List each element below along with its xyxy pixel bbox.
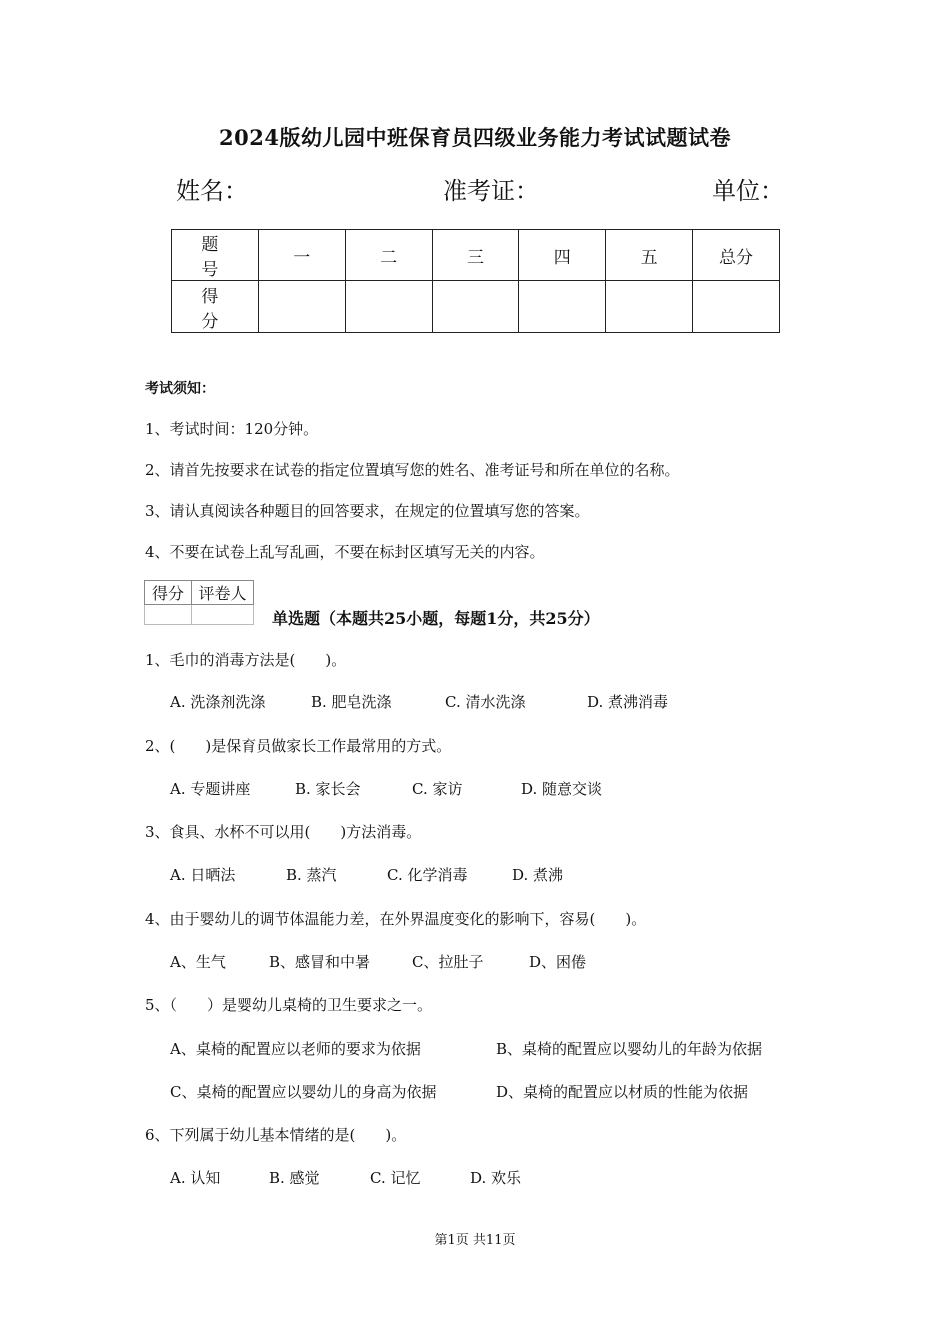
option[interactable]: D、困倦 xyxy=(529,953,587,971)
grader-box-header xyxy=(145,581,254,605)
grader-name-cell[interactable] xyxy=(192,605,254,625)
unit-field-label: 单位： xyxy=(712,177,784,205)
question-stem: 5、（ ）是婴幼儿桌椅的卫生要求之一。 xyxy=(145,996,433,1014)
score-label: 得 分 xyxy=(172,281,259,333)
exam-id-field-label: 准考证： xyxy=(443,177,539,205)
option[interactable]: A、生气 xyxy=(170,953,226,971)
question-stem: 1、毛巾的消毒方法是( )。 xyxy=(145,651,347,669)
notice-item: 4、不要在试卷上乱写乱画，不要在标封区填写无关的内容。 xyxy=(145,543,545,561)
option[interactable]: B. 感觉 xyxy=(269,1169,320,1187)
score-table xyxy=(171,229,780,333)
option[interactable]: D. 欢乐 xyxy=(470,1169,522,1187)
score-cell[interactable] xyxy=(606,281,693,333)
option[interactable]: A. 洗涤剂洗涤 xyxy=(170,693,266,711)
question-number-label: 题 号 xyxy=(172,230,259,281)
grader-score-label: 得分 xyxy=(145,581,192,605)
score-cell[interactable] xyxy=(345,281,432,333)
option[interactable]: D. 煮沸消毒 xyxy=(587,693,669,711)
option[interactable]: B. 蒸汽 xyxy=(286,866,337,884)
option[interactable]: C. 记忆 xyxy=(370,1169,421,1187)
notice-item: 2、请首先按要求在试卷的指定位置填写您的姓名、准考证号和所在单位的名称。 xyxy=(145,461,680,479)
score-table-score-row xyxy=(172,281,780,333)
option[interactable]: B、感冒和中暑 xyxy=(269,953,371,971)
option[interactable]: A. 认知 xyxy=(170,1169,221,1187)
column-header: 一 xyxy=(258,230,345,281)
column-header: 总分 xyxy=(693,230,780,281)
notice-item: 1、考试时间：120分钟。 xyxy=(145,420,319,438)
option[interactable]: C. 家访 xyxy=(412,780,463,798)
notice-item: 3、请认真阅读各种题目的回答要求，在规定的位置填写您的答案。 xyxy=(145,502,590,520)
column-header: 四 xyxy=(519,230,606,281)
grader-name-label: 评卷人 xyxy=(192,581,254,605)
option[interactable]: A、桌椅的配置应以老师的要求为依据 xyxy=(170,1040,421,1058)
option[interactable]: C、桌椅的配置应以婴幼儿的身高为依据 xyxy=(170,1083,437,1101)
score-table-header-row xyxy=(172,230,780,281)
grader-box xyxy=(144,580,254,625)
section-title: 单选题（本题共25小题，每题1分，共25分） xyxy=(272,609,600,628)
question-stem: 6、下列属于幼儿基本情绪的是( )。 xyxy=(145,1126,407,1144)
page-title: 2024版幼儿园中班保育员四级业务能力考试试题试卷 xyxy=(219,125,731,150)
option[interactable]: D. 煮沸 xyxy=(512,866,564,884)
option[interactable]: D. 随意交谈 xyxy=(521,780,603,798)
question-stem: 4、由于婴幼儿的调节体温能力差，在外界温度变化的影响下，容易( )。 xyxy=(145,910,647,928)
grader-score-cell[interactable] xyxy=(145,605,192,625)
column-header: 五 xyxy=(606,230,693,281)
grader-box-blank-row xyxy=(145,605,254,625)
column-header: 二 xyxy=(345,230,432,281)
option[interactable]: A. 日晒法 xyxy=(170,866,236,884)
option[interactable]: D、桌椅的配置应以材质的性能为依据 xyxy=(496,1083,749,1101)
option[interactable]: C、拉肚子 xyxy=(412,953,484,971)
option[interactable]: B、桌椅的配置应以婴幼儿的年龄为依据 xyxy=(496,1040,763,1058)
question-stem: 2、( )是保育员做家长工作最常用的方式。 xyxy=(145,737,452,755)
name-field-label: 姓名： xyxy=(176,177,248,205)
page-footer: 第1页 共11页 xyxy=(434,1233,516,1248)
option[interactable]: C. 化学消毒 xyxy=(387,866,468,884)
score-cell[interactable] xyxy=(258,281,345,333)
option[interactable]: C. 清水洗涤 xyxy=(445,693,526,711)
notice-title: 考试须知： xyxy=(145,381,215,397)
question-stem: 3、食具、水杯不可以用( )方法消毒。 xyxy=(145,823,422,841)
score-cell[interactable] xyxy=(693,281,780,333)
option[interactable]: A. 专题讲座 xyxy=(170,780,251,798)
option[interactable]: B. 家长会 xyxy=(295,780,361,798)
option[interactable]: B. 肥皂洗涤 xyxy=(311,693,392,711)
score-cell[interactable] xyxy=(519,281,606,333)
score-cell[interactable] xyxy=(432,281,519,333)
column-header: 三 xyxy=(432,230,519,281)
